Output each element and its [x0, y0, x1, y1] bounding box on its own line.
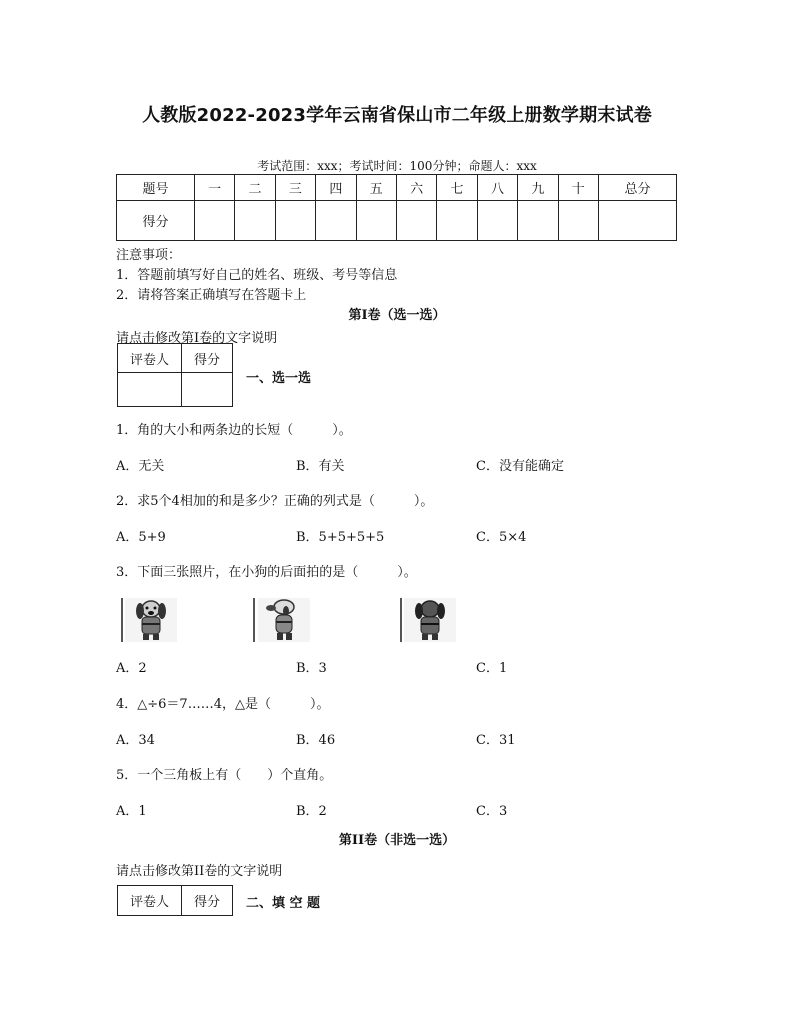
score-cell[interactable]: [598, 201, 676, 241]
score-header-cell: 七: [437, 175, 477, 201]
option-c[interactable]: C．3: [476, 804, 508, 819]
exam-info: 考试范围：xxx；考试时间：100分钟；命题人：xxx: [257, 159, 537, 173]
score-header-cell: 八: [477, 175, 517, 201]
option-a[interactable]: A．34: [116, 733, 155, 748]
score-header-cell: 四: [316, 175, 356, 201]
section-title: 一、选一选: [246, 371, 312, 386]
volume2-title: 第II卷（非选一选）: [338, 833, 456, 848]
notes-item: 2．请将答案正确填写在答题卡上: [116, 288, 307, 303]
option-c[interactable]: C．5×4: [476, 530, 527, 545]
question-stem: 4．△÷6＝7……4，△是（ ）。: [116, 697, 330, 712]
question-stem: 1．角的大小和两条边的长短（ ）。: [116, 423, 352, 438]
option-c[interactable]: C．没有能确定: [476, 459, 564, 474]
score-cell[interactable]: [275, 201, 315, 241]
option-a[interactable]: A．5+9: [116, 530, 166, 545]
grader-table: [117, 343, 233, 407]
option-b[interactable]: B．46: [296, 733, 336, 748]
volume1-instruction[interactable]: 请点击修改第I卷的文字说明: [116, 331, 278, 346]
dog-back-photo-3: [404, 598, 456, 642]
score-header-cell: 题号: [117, 175, 195, 201]
score-row-label: 得分: [117, 201, 195, 241]
question-stem: 2．求5个4相加的和是多少？正确的列式是（ ）。: [116, 494, 434, 509]
question-stem: 3．下面三张照片，在小狗的后面拍的是（ ）。: [116, 565, 417, 580]
volume1-title: 第I卷（选一选）: [348, 308, 446, 323]
photo-border: [121, 598, 123, 642]
score-cell[interactable]: [182, 373, 233, 407]
score-cell[interactable]: [316, 201, 356, 241]
option-a[interactable]: A．1: [116, 804, 147, 819]
dog-side-photo-2: [258, 598, 310, 642]
section-title: 二、填 空 题: [246, 896, 321, 911]
score-header-cell: 九: [518, 175, 558, 201]
score-cell[interactable]: [477, 201, 517, 241]
score-header-cell: 二: [235, 175, 275, 201]
option-a[interactable]: A．2: [116, 661, 147, 676]
score-cell[interactable]: [356, 201, 396, 241]
score-header-cell: 三: [275, 175, 315, 201]
option-a[interactable]: A．无关: [116, 459, 165, 474]
photo-border: [253, 598, 255, 642]
score-header-cell: 五: [356, 175, 396, 201]
score-header-cell: 一: [194, 175, 234, 201]
question-stem: 5．一个三角板上有（ ）个直角。: [116, 768, 333, 783]
option-b[interactable]: B．有关: [296, 459, 345, 474]
option-c[interactable]: C．31: [476, 733, 516, 748]
volume2-instruction[interactable]: 请点击修改第II卷的文字说明: [116, 864, 283, 879]
score-table: [116, 174, 677, 241]
grader-table: [117, 885, 233, 916]
grader-label: 评卷人: [118, 886, 182, 916]
option-c[interactable]: C．1: [476, 661, 508, 676]
score-cell[interactable]: [558, 201, 598, 241]
score-table-score-row: [117, 201, 677, 241]
score-cell[interactable]: [194, 201, 234, 241]
score-header-cell: 十: [558, 175, 598, 201]
score-label: 得分: [182, 344, 233, 373]
notes-heading: 注意事项：: [116, 248, 182, 263]
grader-label: 评卷人: [118, 344, 182, 373]
score-table-header-row: [117, 175, 677, 201]
score-header-cell: 六: [396, 175, 436, 201]
score-cell[interactable]: [518, 201, 558, 241]
dog-front-photo-1: [125, 598, 177, 642]
option-b[interactable]: B．2: [296, 804, 327, 819]
score-label: 得分: [182, 886, 233, 916]
option-b[interactable]: B．3: [296, 661, 327, 676]
score-cell[interactable]: [396, 201, 436, 241]
score-cell[interactable]: [437, 201, 477, 241]
notes-item: 1．答题前填写好自己的姓名、班级、考号等信息: [116, 268, 398, 283]
grader-cell[interactable]: [118, 373, 182, 407]
option-b[interactable]: B．5+5+5+5: [296, 530, 385, 545]
photo-border: [400, 598, 402, 642]
page-title: 人教版2022-2023学年云南省保山市二年级上册数学期末试卷: [142, 105, 652, 126]
score-header-cell: 总分: [598, 175, 676, 201]
score-cell[interactable]: [235, 201, 275, 241]
